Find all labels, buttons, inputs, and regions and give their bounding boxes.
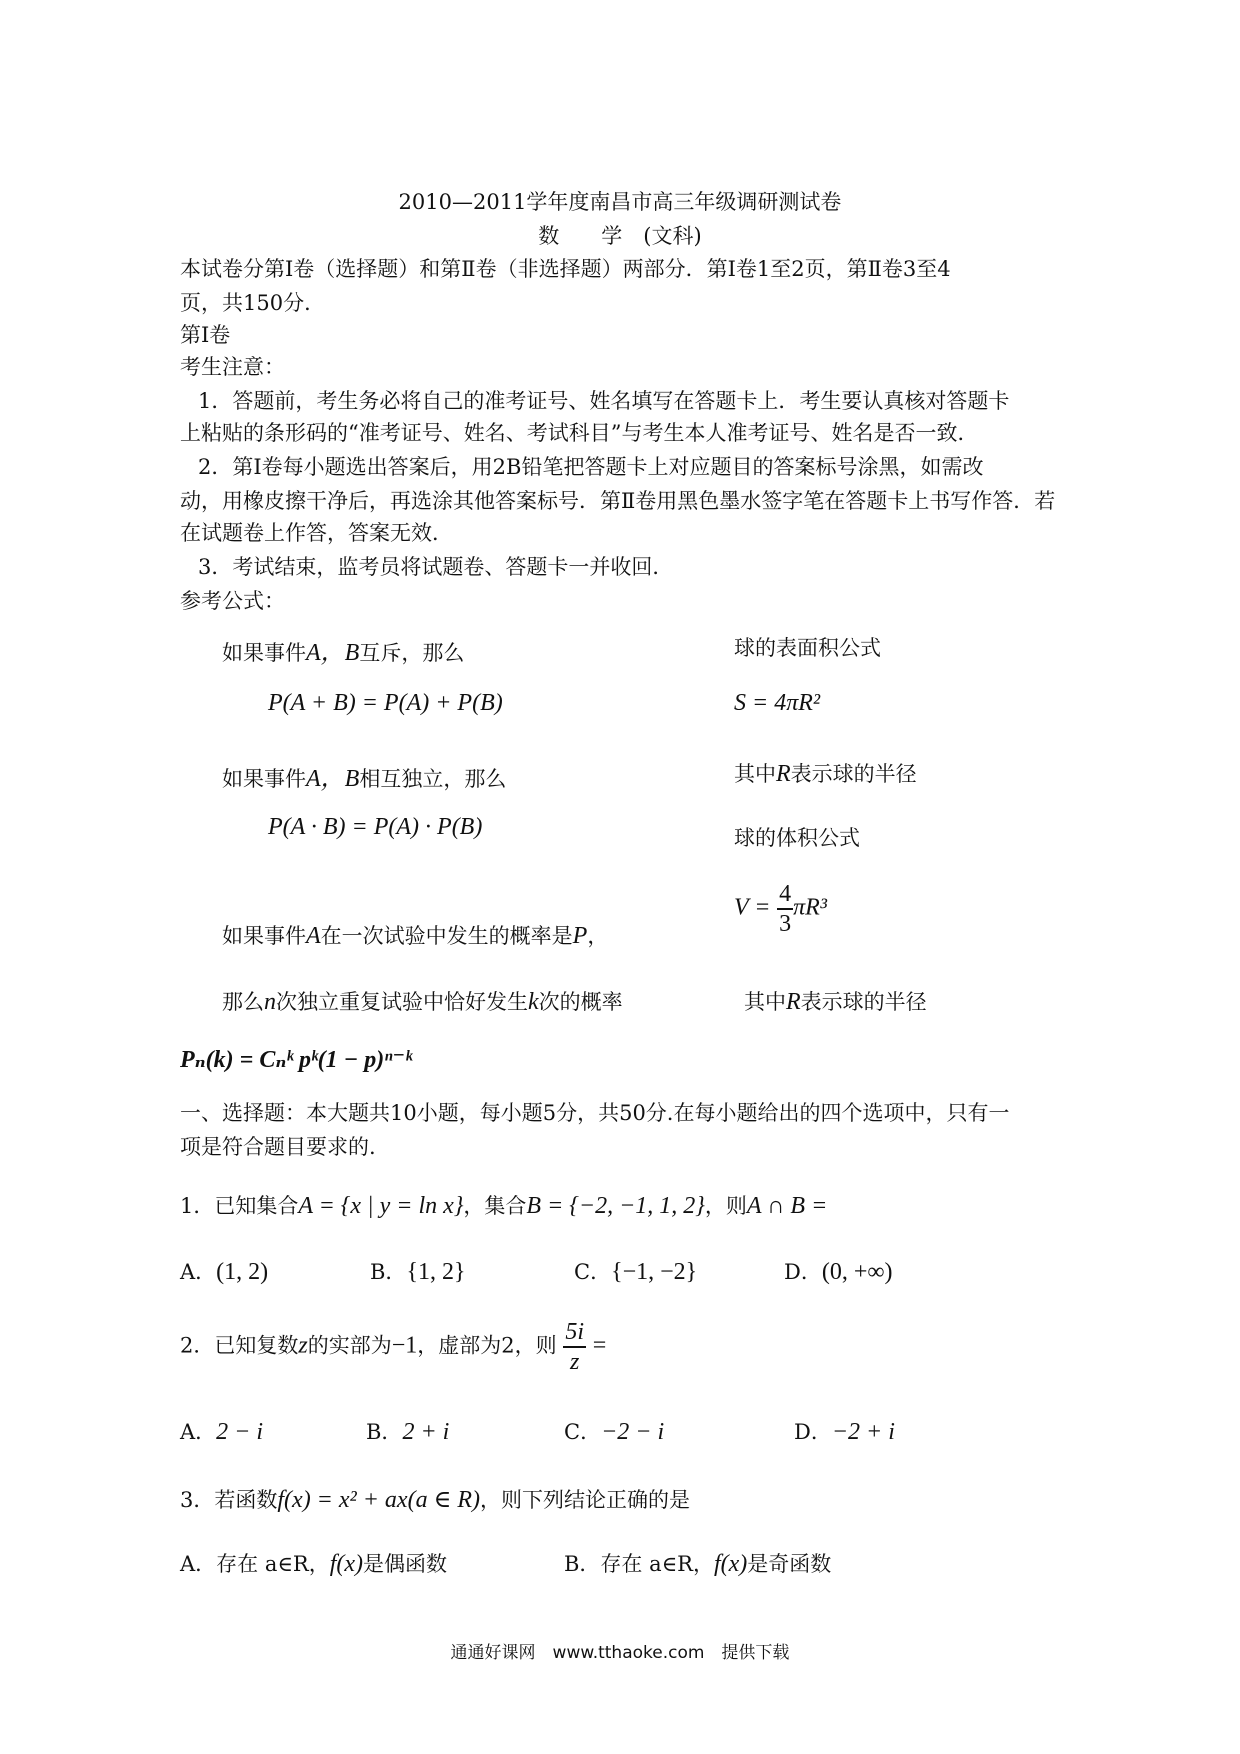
notice-line-5: 在试题卷上作答，答案无效． <box>180 521 453 545</box>
question-1-option-b: B．{1, 2} <box>370 1259 466 1285</box>
formula-binomial: Pₙ(k) = Cₙᵏ pᵏ(1 − p)ⁿ⁻ᵏ <box>180 1047 412 1073</box>
formula-right-line-3: 球的体积公式 <box>734 826 860 850</box>
formula-left-line-2: 如果事件A，B相互独立，那么 <box>222 766 507 792</box>
formula-left-line-1: 如果事件A，B互斥，那么 <box>222 640 465 666</box>
question-1-option-c: C．{−1, −2} <box>574 1259 698 1285</box>
intro-line-1: 本试卷分第Ⅰ卷（选择题）和第Ⅱ卷（非选择题）两部分．第Ⅰ卷1至2页，第Ⅱ卷3至4 <box>180 257 951 281</box>
question-1-stem: 1．已知集合A = {x | y = ln x}，集合B = {−2, −1, 1, 2}，则A ∩ B = <box>180 1193 828 1219</box>
formula-sphere-volume: V = $\frac{4}{3}$ πR³ <box>734 881 827 937</box>
formula-right-line-1: 球的表面积公式 <box>734 636 881 660</box>
question-2-option-d: D．−2 + i <box>794 1419 895 1445</box>
part-1-heading: 第Ⅰ卷 <box>180 323 231 347</box>
question-1-option-a: A．(1, 2) <box>180 1259 269 1285</box>
question-2-option-c: C．−2 − i <box>564 1419 665 1445</box>
formula-sphere-surface: S = 4πR² <box>734 690 821 716</box>
fraction-5i-over-z: $\frac{5i}{z}$ <box>565 1319 584 1375</box>
formula-right-line-4: 其中R表示球的半径 <box>744 989 927 1015</box>
notice-line-3: 2．第Ⅰ卷每小题选出答案后，用2B铅笔把答题卡上对应题目的答案标号涂黑，如需改 <box>198 455 984 479</box>
var-a-b-2: A，B <box>306 766 360 792</box>
footer-credit: 通通好课网 www.tthaoke.com 提供下载 <box>450 1643 790 1663</box>
notice-heading: 考生注意： <box>180 355 285 379</box>
question-3-stem: 3．若函数f(x) = x² + ax(a ∈ R)，则下列结论正确的是 <box>180 1487 690 1513</box>
question-1-option-d: D．(0, +∞) <box>784 1259 893 1285</box>
section-1-line-2: 项是符合题目要求的. <box>180 1135 376 1159</box>
intro-line-2: 页，共150分． <box>180 291 326 315</box>
question-3-option-a: A．存在 a∈R，f(x)是偶函数 <box>180 1551 448 1577</box>
formula-multiplication-rule: P(A · B) = P(A) · P(B) <box>268 814 483 840</box>
notice-line-6: 3．考试结束，监考员将试题卷、答题卡一并收回． <box>198 555 674 579</box>
var-a-b: A，B <box>306 640 360 666</box>
notice-line-2: 上粘贴的条形码的“准考证号、姓名、考试科目”与考生本人准考证号、姓名是否一致． <box>180 421 979 445</box>
question-2-stem: 2．已知复数z的实部为−1，虚部为2，则 $\frac{5i}{z}$ = <box>180 1319 607 1375</box>
exam-subtitle: 数 学 (文科) <box>538 224 702 248</box>
fraction-4-3: $\frac{4}{3}$ <box>779 881 792 937</box>
formula-left-line-4: 那么n次独立重复试验中恰好发生k次的概率 <box>222 989 623 1015</box>
question-2-option-a: A．2 − i <box>180 1419 264 1445</box>
formula-addition-rule: P(A + B) = P(A) + P(B) <box>268 690 503 716</box>
notice-line-1: 1．答题前，考生务必将自己的准考证号、姓名填写在答题卡上．考生要认真核对答题卡 <box>198 389 1010 413</box>
formula-left-line-3: 如果事件A在一次试验中发生的概率是P， <box>222 923 609 949</box>
formula-right-line-2: 其中R表示球的半径 <box>734 761 917 787</box>
section-1-line-1: 一、选择题：本大题共10小题，每小题5分，共50分.在每小题给出的四个选项中，只有一 <box>180 1101 1010 1125</box>
exam-title: 2010—2011学年度南昌市高三年级调研测试卷 <box>398 190 842 214</box>
question-2-option-b: B．2 + i <box>366 1419 450 1445</box>
formula-heading: 参考公式： <box>180 589 285 613</box>
notice-line-4: 动，用橡皮擦干净后，再选涂其他答案标号．第Ⅱ卷用黑色墨水签字笔在答题卡上书写作答．若 <box>180 489 1056 513</box>
question-3-option-b: B．存在 a∈R，f(x)是奇函数 <box>564 1551 832 1577</box>
